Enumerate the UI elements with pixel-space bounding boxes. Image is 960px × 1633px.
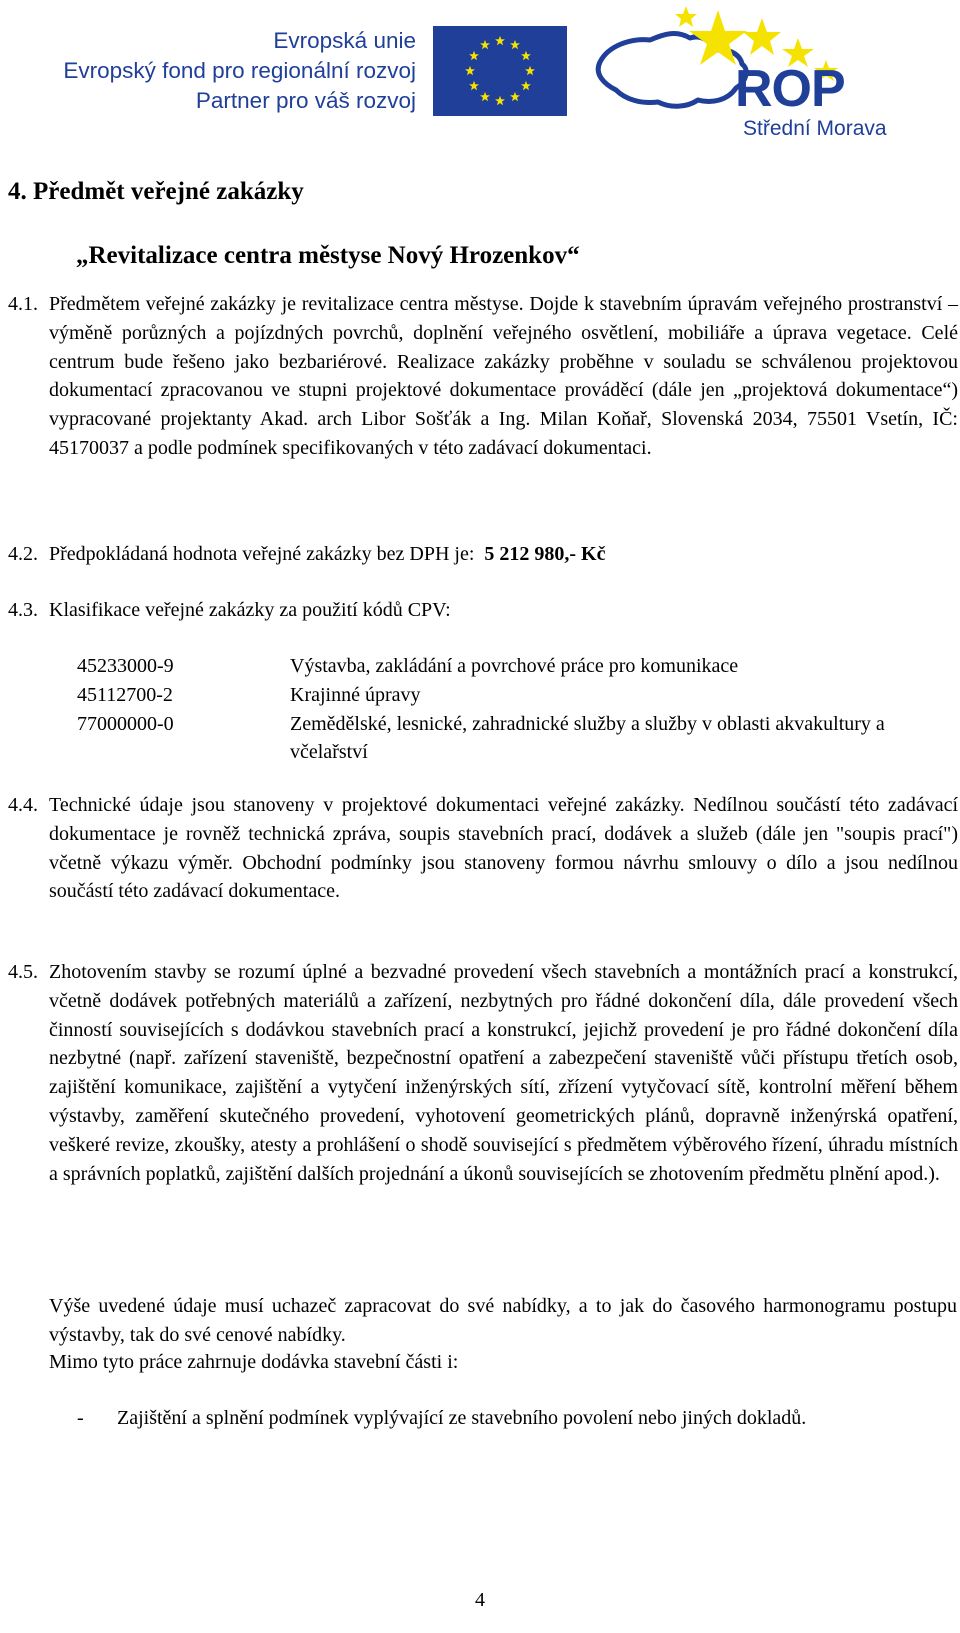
paragraph-label: 4.4. bbox=[8, 794, 38, 816]
cpv-row bbox=[77, 652, 957, 681]
rop-subtitle: Střední Morava bbox=[743, 117, 887, 140]
cpv-row bbox=[77, 681, 957, 710]
cpv-code: 77000000-0 bbox=[77, 712, 174, 735]
estimated-value: 5 212 980,- Kč bbox=[484, 543, 606, 565]
cpv-desc: Krajinné úpravy bbox=[290, 683, 421, 706]
paragraph-text: Zhotovením stavby se rozumí úplné a bezvadné provedení všech stavebních a montážních prací a konstrukcí, včetně dodávek potřebných materiálů a zařízení, nezbytných pro řádné dokončení díla, dále provedení všech činností souvisejících s dodávkou stavebních prací a konstrukcí, jejichž provedení je pro řádné dokončení díla nezbytné (např. zařízení staveniště, bezpečnostní opatření a zabezpečení staveniště vůči přístupu třetích osob, zajištění komunikace, zajištění a vytyčení inženýrských sítí, zřízení vytyčovací sítě, kontrolní měření během výstavby, zaměření skutečného provedení, vyhotovení geometrických plánů, dopravně inženýrská opatření, veškeré revize, zkoušky, atesty a prohlášení o shodě související s předmětem výběrového řízení, úhradu místních a správních poplatků, zajištění dalších projednání a úkonů souvisejících se zhotovením předmětu plnění apod.). bbox=[49, 961, 958, 1185]
paragraph-vyse: Výše uvedené údaje musí uchazeč zapracovat do své nabídky, a to jak do časového harmonogramu postupu výstavby, tak do své cenové nabídky. bbox=[49, 1295, 957, 1346]
paragraph-mimo: Mimo tyto práce zahrnuje dodávka stavební části i: bbox=[49, 1351, 459, 1373]
list-bullet: - bbox=[77, 1407, 84, 1429]
cpv-desc: Výstavba, zakládání a povrchové práce pro komunikace bbox=[290, 655, 739, 677]
cpv-row bbox=[77, 710, 957, 768]
paragraph-label: 4.5. bbox=[8, 961, 38, 983]
cpv-list bbox=[77, 652, 957, 767]
list-item: Zajištění a splnění podmínek vyplývající ze stavebního povolení nebo jiných dokladů. bbox=[117, 1407, 807, 1429]
cpv-code: 45112700-2 bbox=[77, 683, 173, 706]
paragraph-text: Technické údaje jsou stanoveny v projektové dokumentaci veřejné zakázky. Nedílnou součástí této zadávací dokumentace je rovněž technická zpráva, soupis stavebních prací, dodávek a služeb (dále jen "soupis prací") včetně výkazu výměr. Obchodní podmínky jsou stanoveny formou návrhu smlouvy o dílo a jsou nedílnou součástí této zadávací dokumentace. bbox=[49, 794, 958, 903]
paragraph-label: 4.3. bbox=[8, 599, 38, 621]
eu-text-block bbox=[8, 26, 416, 116]
rop-star-5 bbox=[675, 6, 697, 27]
paragraph-text bbox=[49, 540, 958, 569]
rop-star-2 bbox=[743, 18, 781, 55]
contract-title: „Revitalizace centra městyse Nový Hrozenkov“ bbox=[76, 242, 580, 269]
cpv-desc: Zemědělské, lesnické, zahradnické služby a služby v oblasti akvakultury a včelařství bbox=[290, 712, 885, 764]
rop-title: ROP bbox=[735, 60, 845, 118]
eu-line-2: Evropský fond pro regionální rozvoj bbox=[63, 58, 416, 83]
paragraph-text: Předmětem veřejné zakázky je revitalizace centra městyse. Dojde k stavebním úpravám veřejného prostranství – výměně porůzných a pojízdných povrchů, doplnění veřejného osvětlení, mobiliáře a úprava vegetace. Celé centrum bude řešeno jako bezbariérové. Realizace zakázky proběhne v souladu se schválenou projektovou dokumentací zpracovanou ve stupni projektové dokumentace prováděcí (dále jen „projektová dokumentace“) vypracované projektanty Akad. arch Libor Sošťák a Ing. Milan Koňař, Slovenská 2034, 75501 Vsetín, IČ: 45170037 a podle podmínek specifikovaných v této zadávací dokumentaci. bbox=[49, 293, 958, 459]
eu-line-1: Evropská unie bbox=[273, 28, 416, 53]
eu-line-3: Partner pro váš rozvoj bbox=[195, 88, 416, 113]
paragraph-text: Klasifikace veřejné zakázky za použití kódů CPV: bbox=[49, 599, 451, 621]
paragraph-label: 4.1. bbox=[8, 293, 38, 315]
section-heading: 4. Předmět veřejné zakázky bbox=[8, 178, 304, 205]
cpv-code: 45233000-9 bbox=[77, 655, 174, 677]
eu-flag-icon bbox=[433, 26, 567, 116]
paragraph-label: 4.2. bbox=[8, 543, 38, 565]
header-logos bbox=[0, 0, 960, 150]
page-number: 4 bbox=[475, 1589, 485, 1611]
estimated-value-label: Předpokládaná hodnota veřejné zakázky bez DPH je: bbox=[49, 543, 475, 565]
